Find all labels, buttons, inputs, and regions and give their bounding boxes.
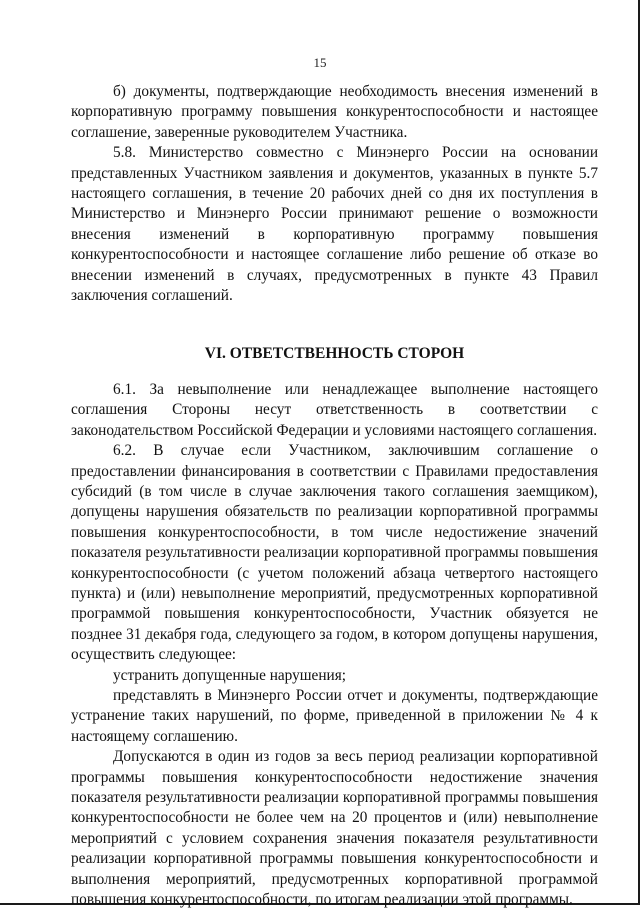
paragraph-eliminate: устранить допущенные нарушения; — [113, 666, 347, 684]
section-title: VI. ОТВЕТСТВЕННОСТЬ СТОРОН — [204, 345, 465, 363]
paragraph-allowed: Допускаются в один из годов за весь период реализации корпоративной программы повышения конкурентоспособности недостижение значения показателя результативности реализации корпоративной программы повышения конкурентоспособности не более чем на 20 процентов и (или) невыполнение мероприятий с условием сохранения значения показателя результативности реализации корпоративной программы повышения конкурентоспособности и выполнения мероприятий, предусмотренных корпоративной программой повышения конкурентоспособности, по итогам реализации этой программы. — [71, 748, 598, 909]
paragraph-item-b: б) документы, подтверждающие необходимость внесения изменений в корпоративную программу повышения конкурентоспособности и настоящее соглашение, заверенные руководителем Участника. — [71, 83, 598, 141]
paragraph-report: представлять в Минэнерго России отчет и документы, подтверждающие устранение таких нарушений, по форме, приведенной в приложении № 4 к настоящему соглашению. — [71, 686, 598, 745]
paragraph-6-1: 6.1. За невыполнение или ненадлежащее выполнение настоящего соглашения Стороны несут ответственность в соответствии с законодательством Российской Федерации и условиями настоящего соглашения. — [71, 380, 598, 439]
document-body — [71, 55, 598, 910]
paragraph-5-8: 5.8. Министерство совместно с Минэнерго России на основании представленных Участником заявления и документов, указанных в пункте 5.7 настоящего соглашения, в течение 20 рабочих дней со дня их поступления в Министерство и Минэнерго России принимают решение о возможности внесения изменений в корпоративную программу повышения конкурентоспособности и настоящее соглашение либо решение об отказе во внесении изменений в случаях, предусмотренных в пункте 43 Правил заключения соглашений. — [71, 144, 598, 305]
paragraph-6-2: 6.2. В случае если Участником, заключившим соглашение о предоставлении финансирования в соответствии с Правилами предоставления субсидий (в том числе в случае заключения такого соглашения заемщиком), допущены нарушения обязательств по реализации корпоративной программы повышения конкурентоспособности, в том числе недостижение значений показателя результативности реализации корпоративной программы повышения конкурентоспособности (с учетом положений абзаца четвертого настоящего пункта) и (или) невыполнение мероприятий, предусмотренных корпоративной программой повышения конкурентоспособности, Участник обязуется не позднее 31 декабря года, следующего за годом, в котором допущены нарушения, осуществить следующее: — [71, 442, 598, 664]
page-number: 15 — [313, 55, 327, 70]
